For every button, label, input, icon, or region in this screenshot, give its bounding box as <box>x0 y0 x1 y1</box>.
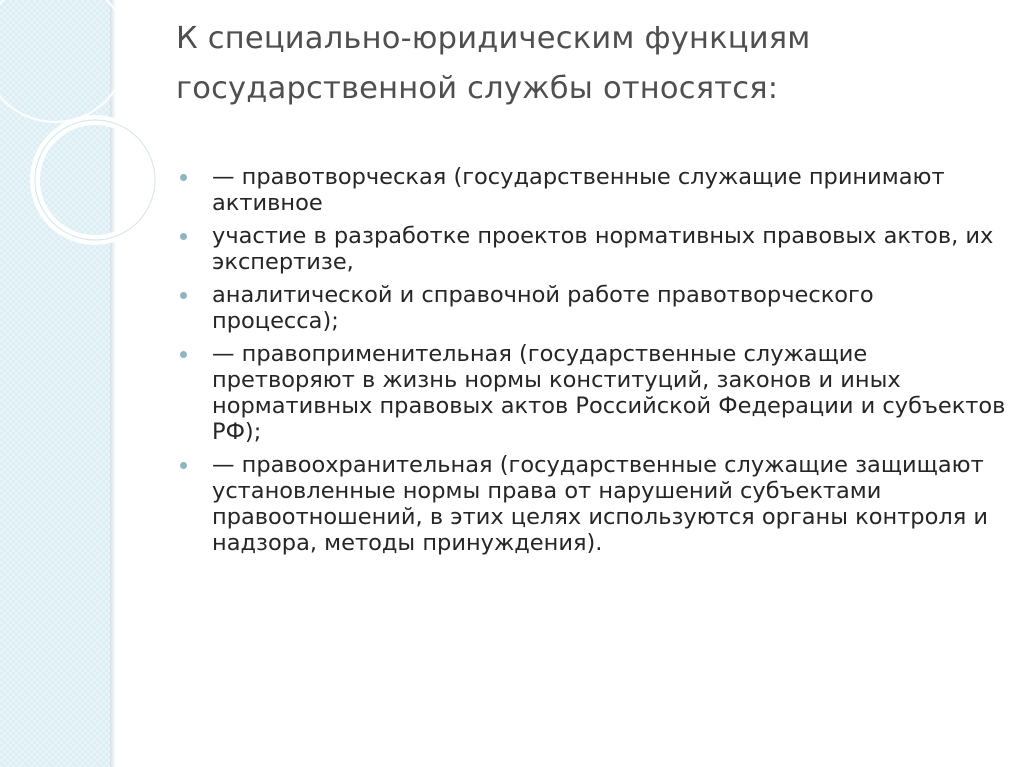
bullet-list <box>176 164 1006 563</box>
list-item <box>176 223 1006 275</box>
bullet-dot-icon <box>180 351 187 358</box>
bullet-text: аналитической и справочной работе правотворческого процесса); <box>212 282 874 334</box>
bullet-text: — правоохранительная (государственные служащие защищают установленные нормы права от нарушений субъектами правоотношений, в этих целях используются органы контроля и надзора, методы принуждения). <box>212 452 989 556</box>
bullet-dot-icon <box>180 174 187 181</box>
slide-title-line-1: К специально-юридическим функциям <box>176 21 811 56</box>
decorative-ring-large <box>0 0 127 122</box>
list-item <box>176 164 1006 216</box>
bullet-text: — правоприменительная (государственные служащие претворяют в жизнь нормы конституций, законов и иных нормативных правовых актов Российской Федерации и субъектов РФ); <box>212 341 1006 445</box>
decorative-ring-thick <box>35 120 155 240</box>
decorative-rings-icon <box>0 0 160 260</box>
slide-title-line-2: государственной службы относятся: <box>176 71 779 106</box>
bullet-text: — правотворческая (государственные служащие принимают активное <box>212 164 945 216</box>
list-item <box>176 452 1006 556</box>
list-item <box>176 341 1006 445</box>
bullet-dot-icon <box>180 233 187 240</box>
bullet-dot-icon <box>180 462 187 469</box>
list-item <box>176 282 1006 334</box>
bullet-dot-icon <box>180 292 187 299</box>
slide-title <box>176 14 996 114</box>
bullet-text: участие в разработке проектов нормативных правовых актов, их экспертизе, <box>212 223 994 275</box>
